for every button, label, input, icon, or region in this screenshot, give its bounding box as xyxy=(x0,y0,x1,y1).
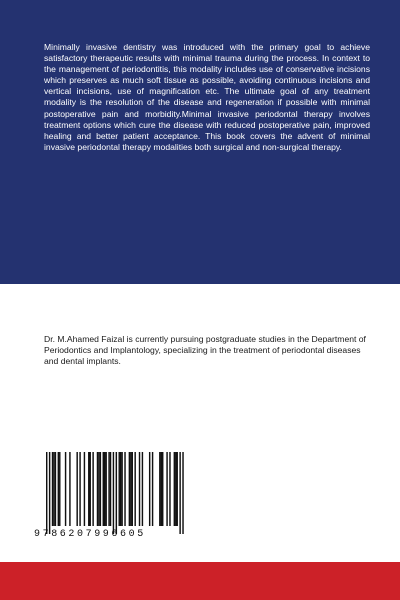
barcode-bar xyxy=(79,452,80,526)
book-synopsis: Minimally invasive dentistry was introduced with the primary goal to achieve satisfactory therapeutic results with minimal trauma during the process. In context to the management of periodontitis, this modality includes use of conservative incisions which preserves as much soft tissue as possible, avoiding continuous incisions and vertical incisions, use of magnification etc. The ultimate goal of any treatment modality is the resolution of the disease and regeneration if possible with minimal postoperative pain and morbidity.Minimal invasive periodontal therapy involves treatment options which cure the disease with reduced postoperative pain, improved healing and better patient acceptance. This book covers the advent of minimal invasive periodontal therapy modalities both surgical and non-surgical therapy. xyxy=(44,42,370,152)
barcode-bar xyxy=(159,452,160,526)
barcode-bar xyxy=(52,452,53,526)
barcode-bar xyxy=(97,452,98,526)
barcode-bar xyxy=(49,452,50,534)
barcode-bar xyxy=(161,452,162,526)
barcode-bar xyxy=(103,452,104,526)
barcode-bar xyxy=(90,452,91,526)
barcode-bar xyxy=(152,452,153,526)
author-bio: Dr. M.Ahamed Faizal is currently pursuing postgraduate studies in the Department of Periodontics and Implantology, specializing in the treatment of periodontal diseases and dental implants. xyxy=(44,334,366,367)
barcode-bar xyxy=(169,452,170,526)
barcode-bar xyxy=(139,452,140,526)
barcode-bar xyxy=(175,452,176,526)
barcode-bar xyxy=(55,452,56,526)
barcode-bar xyxy=(105,452,106,526)
barcode-bar xyxy=(100,452,101,526)
barcode-bar xyxy=(149,452,150,526)
barcode-bar xyxy=(84,452,85,526)
barcode-bar xyxy=(119,452,120,526)
barcode-bar xyxy=(59,452,60,526)
barcode-bar xyxy=(182,452,183,534)
barcode-bar xyxy=(110,452,111,526)
barcode-bar xyxy=(142,452,143,526)
barcode-bar xyxy=(174,452,175,526)
barcode-bar xyxy=(130,452,131,526)
barcode-bar xyxy=(76,452,77,526)
barcode-bar xyxy=(132,452,133,526)
barcode-bar xyxy=(129,452,130,526)
barcode-bar xyxy=(108,452,109,526)
publisher-band xyxy=(0,562,400,600)
barcode-bar xyxy=(121,452,122,526)
isbn-number: 9786207996605 xyxy=(34,529,146,540)
barcode-bar xyxy=(116,452,117,534)
barcode-bar xyxy=(46,452,47,534)
barcode-bar xyxy=(134,452,135,526)
barcode-bar xyxy=(69,452,70,526)
barcode-bar xyxy=(65,452,66,526)
barcode-bar xyxy=(92,452,93,526)
barcode-bar xyxy=(166,452,167,526)
barcode-bar xyxy=(177,452,178,526)
barcode-bar xyxy=(53,452,54,526)
barcode-bar xyxy=(88,452,89,526)
barcode-bar xyxy=(179,452,180,534)
barcode-bar xyxy=(162,452,163,526)
barcode-bar xyxy=(98,452,99,526)
barcode-bar xyxy=(58,452,59,526)
barcode-bar xyxy=(113,452,114,534)
barcode-bar xyxy=(104,452,105,526)
barcode-bar xyxy=(120,452,121,526)
barcode-bar xyxy=(124,452,125,526)
